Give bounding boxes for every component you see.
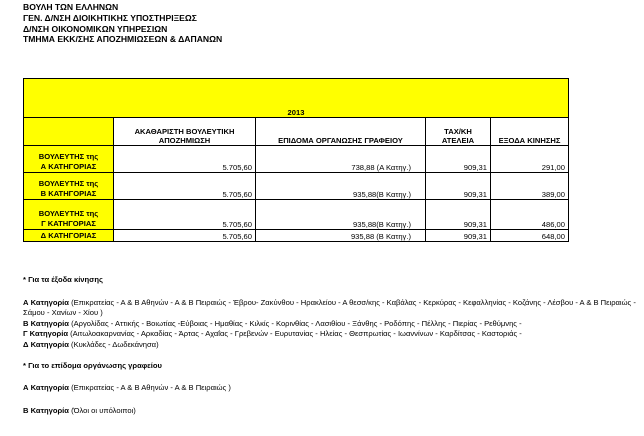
allowance-cell: 935,88(Β Κατηγ.) [256,173,426,200]
category-label: Δ Κατηγορία [23,339,69,349]
row-label-line1: ΒΟΥΛΕΥΤΗΣ της [38,152,99,161]
salary-cell: 5.705,60 [114,146,256,173]
row-label-line2: Γ ΚΑΤΗΓΟΡΙΑΣ [41,219,96,228]
row-label-line2: Δ ΚΑΤΗΓΟΡΙΑΣ [40,231,97,240]
category-label: Α Κατηγορία [23,297,69,307]
header-line-parliament: ΒΟΥΛΗ ΤΩΝ ΕΛΛΗΝΩΝ [23,2,119,12]
row-label-line1: ΒΟΥΛΕΥΤΗΣ της [38,179,99,188]
row-label [24,230,114,242]
postal-cell: 909,31 [426,200,491,230]
allowance-cell: 935,88 (Β Κατηγ.) [256,230,426,242]
column-header-row [24,118,569,146]
category-text: (Όλοι οι υπόλοιποι) [71,405,136,415]
row-label-line2: Β ΚΑΤΗΓΟΡΙΑΣ [40,189,97,198]
notes-section [23,275,638,416]
salary-cell: 5.705,60 [114,173,256,200]
category-text: (Επικρατείας - Α & Β Αθηνών - Α & Β Πειραιώς ) [71,383,231,393]
travel-notes-title: * Για τα έξοδα κίνησης [23,275,103,284]
year-cell: 2013 [24,79,569,118]
allowance-cell: 935,88(Β Κατηγ.) [256,200,426,230]
row-label [24,146,114,173]
travel-cell: 291,00 [491,146,569,173]
col-postal: ΤΑΧ/ΚΗ ΑΤΕΛΕΙΑ [426,118,491,146]
category-text: (Κυκλάδες - Δωδεκάνησα) [71,339,159,349]
office-category-b [23,406,638,417]
header-line-directorate-general: ΓΕΝ. Δ/ΝΣΗ ΔΙΟΙΚΗΤΙΚΗΣ ΥΠΟΣΤΗΡΙΞΕΩΣ [23,12,197,23]
salary-cell: 5.705,60 [114,200,256,230]
travel-category-b [23,319,638,330]
category-text: (Επικρατείας - Α & Β Αθηνών - Α & Β Πειραιώς - Έβρου- Ζακύνθου - Ηρακλείου - Α θεσσ/κης - Καβάλας - Κερκύρας - Κεφαλληνίας - Κοζάνης - Λέσβου - Α & Β Πειραιώς - Σάμου - Χανίων - Χίου ) [23,297,636,318]
category-label: Γ Κατηγορία [23,329,69,339]
category-text: (Αιτωλοακαρνανίας - Αρκαδίας - Άρτας - Αχαΐας - Γρεβενών - Ευρυτανίας - Ηλείας - Θεσπρωτίας - Ιωαννίνων - Καρδίτσας - Καστοριάς - [70,329,522,339]
compensation-table [23,78,569,242]
travel-cell: 389,00 [491,173,569,200]
office-notes-title: * Για το επίδομα οργάνωσης γραφείου [23,360,162,370]
col-office-allowance: ΕΠΙΔΟΜΑ ΟΡΓΑΝΩΣΗΣ ΓΡΑΦΕΙΟΥ [256,118,426,146]
row-label-line2: Α ΚΑΤΗΓΟΡΙΑΣ [40,162,97,171]
col-gross-salary: ΑΚΑΘΑΡΙΣΤΗ ΒΟΥΛΕΥΤΙΚΗ ΑΠΟΖΗΜΙΩΣΗ [114,118,256,146]
travel-category-c [23,329,638,340]
salary-cell: 5.705,60 [114,230,256,242]
category-text: (Αργολίδας - Αττικής - Βοιωτίας -Εύβοιας - Ημαθίας - Κιλκίς - Κορινθίας - Λασιθίου - Ξάνθης - Ροδόπης - Πέλλης - Πιερίας - Ρεθύμνης - [71,318,522,328]
row-label [24,200,114,230]
travel-cell: 486,00 [491,200,569,230]
header-line-department: ΤΜΗΜΑ ΕΚΚ/ΣΗΣ ΑΠΟΖΗΜΙΩΣΕΩΝ & ΔΑΠΑΝΩΝ [23,34,223,45]
category-label: Β Κατηγορία [23,405,69,415]
col-travel: ΕΞΟΔΑ ΚΙΝΗΣΗΣ [491,118,569,146]
table-row [24,173,569,200]
document-header [23,2,222,45]
table-row [24,230,569,242]
row-label [24,173,114,200]
travel-category-d [23,340,638,351]
year-row [24,79,569,118]
header-line-directorate: Δ/ΝΣΗ ΟΙΚΟΝΟΜΙΚΩΝ ΥΠΗΡΕΣΙΩΝ [23,23,168,34]
postal-cell: 909,31 [426,173,491,200]
category-label: Α Κατηγορία [23,383,69,393]
row-label-line1: ΒΟΥΛΕΥΤΗΣ της [38,209,99,218]
postal-cell: 909,31 [426,146,491,173]
table-row [24,200,569,230]
travel-cell: 648,00 [491,230,569,242]
category-label: Β Κατηγορία [23,318,69,328]
travel-category-a [23,298,638,319]
table-row [24,146,569,173]
office-category-a [23,383,638,394]
header-blank-cell [24,118,114,146]
postal-cell: 909,31 [426,230,491,242]
allowance-cell: 738,88 (Α Κατηγ.) [256,146,426,173]
